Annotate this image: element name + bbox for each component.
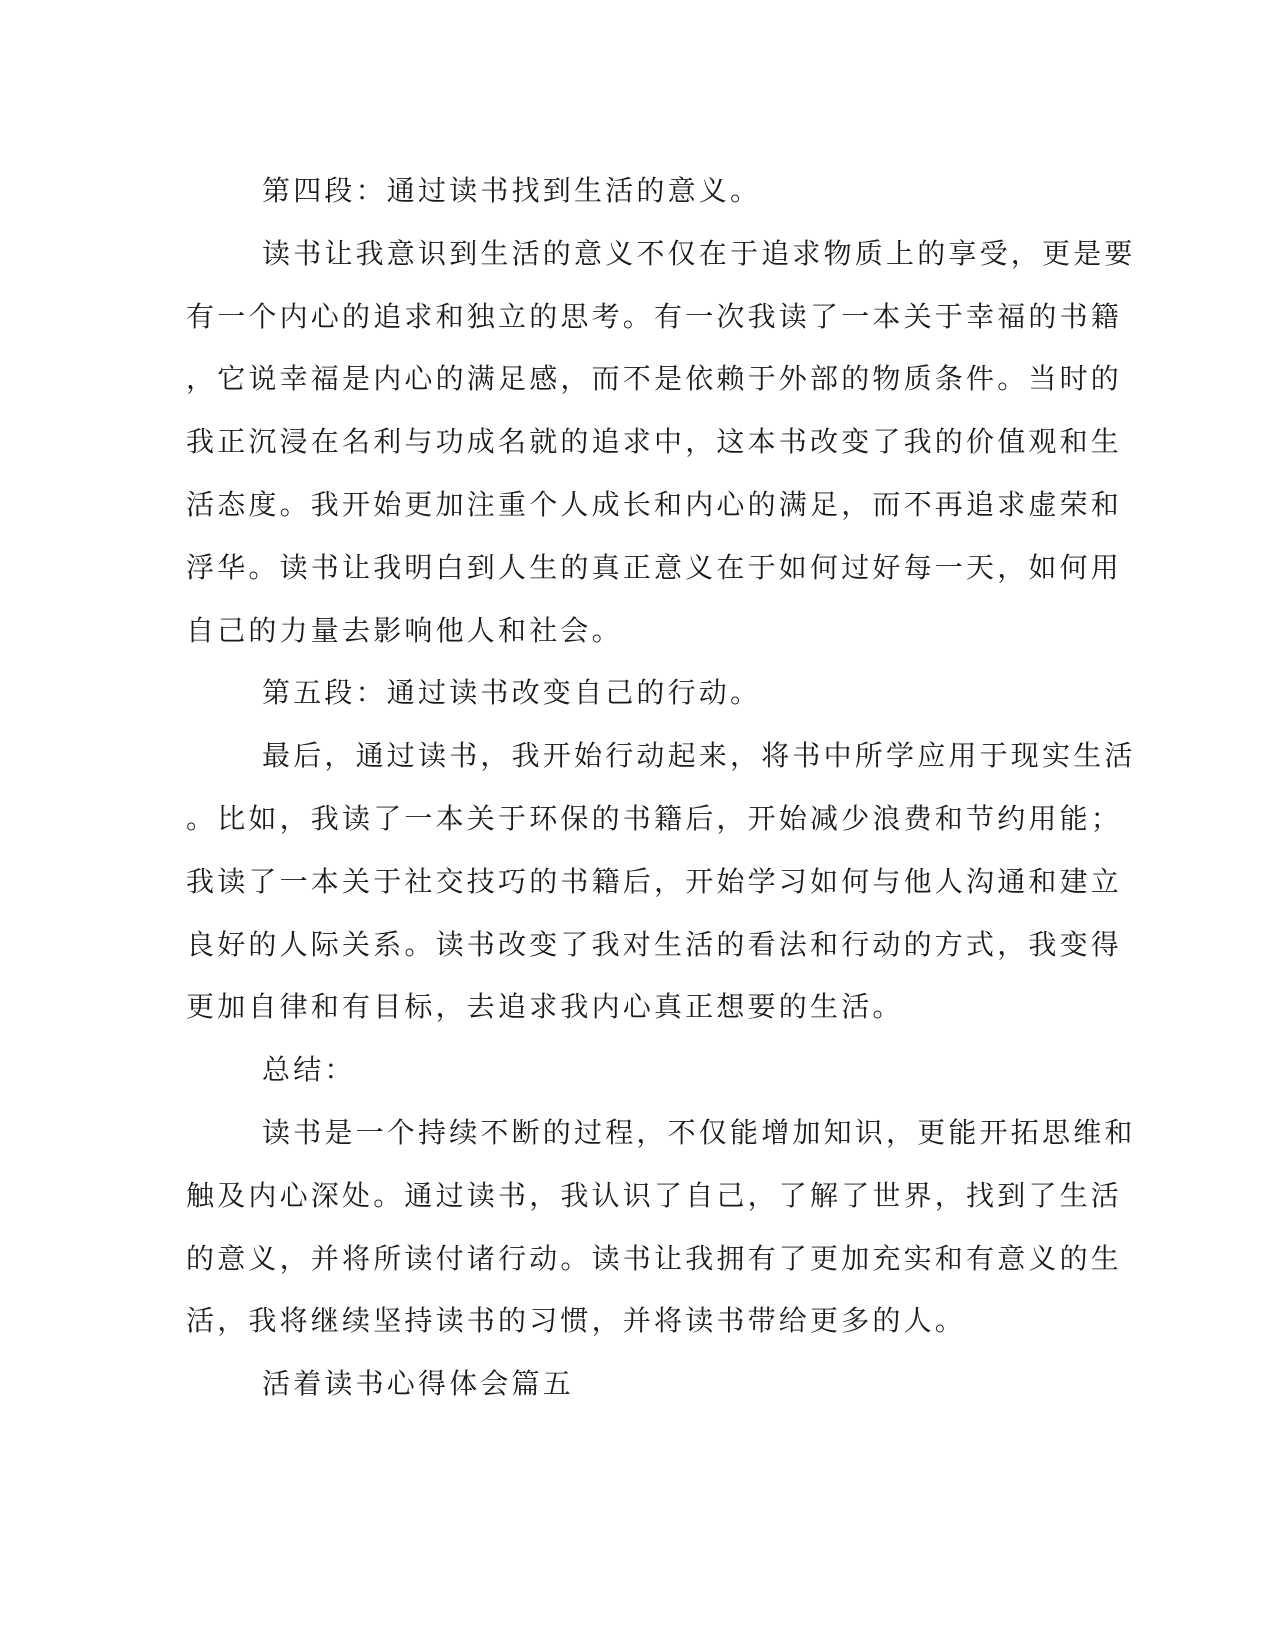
paragraph-line: 活，我将继续坚持读书的习惯，并将读书带给更多的人。 — [186, 1304, 967, 1338]
document-body — [186, 160, 1136, 1416]
paragraph-line: 的意义，并将所读付诸行动。读书让我拥有了更加充实和有意义的生 — [186, 1241, 1123, 1275]
paragraph-line: 触及内心深处。通过读书，我认识了自己，了解了世界，找到了生活 — [186, 1178, 1123, 1212]
paragraph-line: 自己的力量去影响他人和社会。 — [186, 613, 623, 647]
paragraph-line: 读书是一个持续不断的过程，不仅能增加知识，更能开拓思维和 — [262, 1115, 1136, 1149]
paragraph-line: 读书让我意识到生活的意义不仅在于追求物质上的享受，更是要 — [262, 236, 1136, 270]
chapter-title: 活着读书心得体会篇五 — [262, 1367, 575, 1401]
paragraph-line: 更加自律和有目标，去追求我内心真正想要的生活。 — [186, 990, 904, 1024]
section-heading-five: 第五段：通过读书改变自己的行动。 — [262, 676, 762, 710]
paragraph-line: 良好的人际关系。读书改变了我对生活的看法和行动的方式，我变得 — [186, 927, 1123, 961]
paragraph-line: 最后，通过读书，我开始行动起来，将书中所学应用于现实生活 — [262, 739, 1136, 773]
paragraph-line: 浮华。读书让我明白到人生的真正意义在于如何过好每一天，如何用 — [186, 550, 1123, 584]
paragraph-line: ，它说幸福是内心的满足感，而不是依赖于外部的物质条件。当时的 — [186, 362, 1123, 396]
section-heading-four: 第四段：通过读书找到生活的意义。 — [262, 174, 762, 207]
paragraph-line: 我正沉浸在名利与功成名就的追求中，这本书改变了我的价值观和生 — [186, 425, 1123, 459]
paragraph-line: 。比如，我读了一本关于环保的书籍后，开始减少浪费和节约用能； — [186, 801, 1123, 835]
paragraph-line: 活态度。我开始更加注重个人成长和内心的满足，而不再追求虚荣和 — [186, 487, 1123, 521]
paragraph-line: 我读了一本关于社交技巧的书籍后，开始学习如何与他人沟通和建立 — [186, 864, 1123, 898]
paragraph-line: 有一个内心的追求和独立的思考。有一次我读了一本关于幸福的书籍 — [186, 299, 1123, 333]
summary-heading: 总结： — [262, 1053, 356, 1087]
